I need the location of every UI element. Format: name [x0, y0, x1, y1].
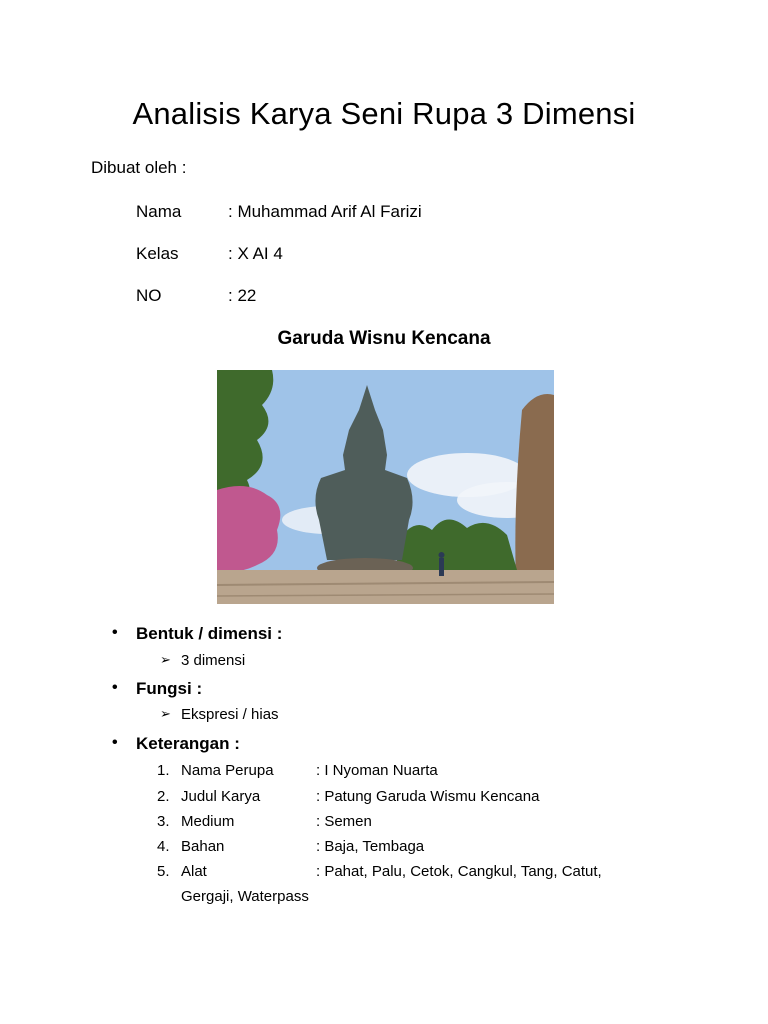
detail-value: : Patung Garuda Wismu Kencana: [316, 788, 540, 805]
section-item-text: 3 dimensi: [181, 652, 246, 669]
arrow-bullet-icon: ➢: [160, 652, 171, 667]
detail-value: : Baja, Tembaga: [316, 838, 425, 855]
info-value: : Muhammad Arif Al Farizi: [228, 202, 422, 221]
detail-continuation: Gergaji, Waterpass: [181, 888, 309, 905]
bullet-icon: •: [112, 734, 118, 751]
detail-label: Medium: [181, 813, 235, 830]
detail-label: Judul Karya: [181, 788, 261, 805]
info-key: Nama: [136, 202, 182, 221]
info-key: Kelas: [136, 244, 179, 263]
info-key: NO: [136, 286, 162, 305]
detail-label: Alat: [181, 863, 207, 880]
statue-illustration: [217, 370, 554, 604]
bullet-icon: •: [112, 624, 118, 641]
detail-value: : Semen: [316, 813, 372, 830]
arrow-bullet-icon: ➢: [160, 706, 171, 721]
detail-value: : Pahat, Palu, Cetok, Cangkul, Tang, Catut,: [316, 863, 602, 880]
statue-photo: [217, 370, 554, 604]
detail-number: 5.: [157, 863, 170, 880]
byline: Dibuat oleh :: [91, 158, 187, 177]
section-heading-text: Fungsi :: [136, 679, 203, 698]
info-value: : X AI 4: [228, 244, 283, 263]
detail-number: 2.: [157, 788, 170, 805]
info-value: : 22: [228, 286, 257, 305]
section-heading-text: Bentuk / dimensi :: [136, 624, 283, 643]
artwork-title: Garuda Wisnu Kencana: [277, 328, 491, 349]
detail-number: 1.: [157, 762, 170, 779]
section-heading-text: Keterangan :: [136, 734, 240, 753]
detail-label: Nama Perupa: [181, 762, 274, 779]
section-item-text: Ekspresi / hias: [181, 706, 279, 723]
detail-number: 3.: [157, 813, 170, 830]
bullet-icon: •: [112, 679, 118, 696]
detail-number: 4.: [157, 838, 170, 855]
detail-label: Bahan: [181, 838, 225, 855]
detail-value: : I Nyoman Nuarta: [316, 762, 438, 779]
document-title: Analisis Karya Seni Rupa 3 Dimensi: [132, 96, 636, 131]
